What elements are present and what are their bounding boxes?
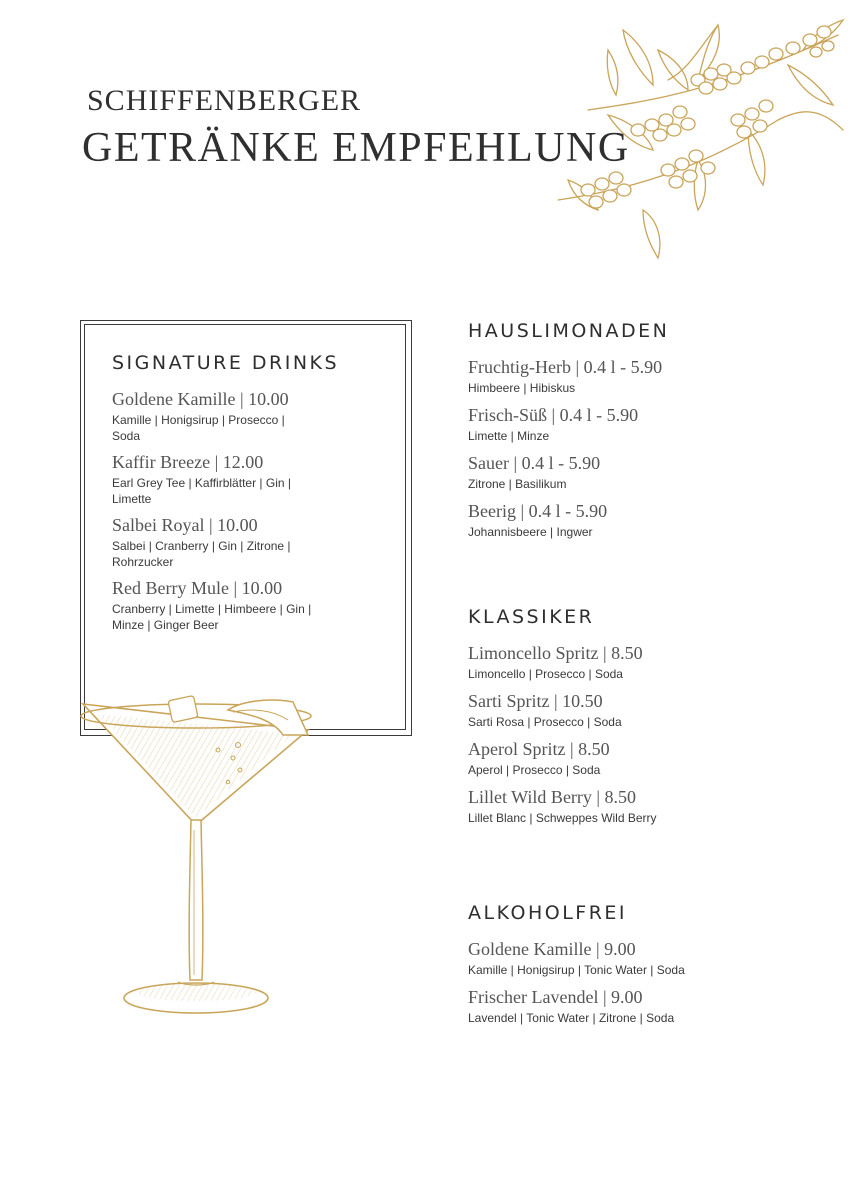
drink-ingredients: Cranberry | Limette | Himbeere | Gin | Minze | Ginger Beer [112, 602, 312, 632]
drink-name: Sauer | 0.4 l - 5.90 [468, 453, 601, 473]
drink-ingredients: Himbeere | Hibiskus [468, 381, 576, 395]
drink-name: Limoncello Spritz | 8.50 [468, 643, 643, 663]
list-item [468, 404, 662, 444]
drink-ingredients: Sarti Rosa | Prosecco | Soda [468, 715, 622, 729]
signature-drinks-list [112, 388, 312, 640]
drink-name: Frischer Lavendel | 9.00 [468, 987, 643, 1007]
list-item [112, 451, 312, 507]
list-item [468, 452, 662, 492]
menu-subtitle: SCHIFFENBERGER [87, 84, 362, 117]
hauslimonaden-heading: HAUSLIMONADEN [468, 320, 670, 342]
drink-name: Salbei Royal | 10.00 [112, 515, 258, 535]
drink-ingredients: Lavendel | Tonic Water | Zitrone | Soda [468, 1011, 675, 1025]
hauslimonaden-list [468, 356, 662, 548]
drink-name: Lillet Wild Berry | 8.50 [468, 787, 637, 807]
list-item [112, 514, 312, 570]
list-item [468, 786, 657, 826]
menu-title: GETRÄNKE EMPFEHLUNG [82, 125, 630, 171]
drink-name: Kaffir Breeze | 12.00 [112, 452, 264, 472]
drink-ingredients: Lillet Blanc | Schweppes Wild Berry [468, 811, 657, 825]
drink-ingredients: Aperol | Prosecco | Soda [468, 763, 601, 777]
klassiker-list [468, 642, 657, 834]
klassiker-heading: KLASSIKER [468, 606, 595, 628]
list-item [468, 690, 657, 730]
list-item [468, 642, 657, 682]
drink-ingredients: Zitrone | Basilikum [468, 477, 567, 491]
alkoholfrei-heading: ALKOHOLFREI [468, 902, 628, 924]
list-item [112, 388, 312, 444]
drink-name: Frisch-Süß | 0.4 l - 5.90 [468, 405, 639, 425]
berry-branch-illustration [548, 10, 848, 265]
drink-name: Fruchtig-Herb | 0.4 l - 5.90 [468, 357, 663, 377]
drink-ingredients: Kamille | Honigsirup | Prosecco | Soda [112, 413, 285, 443]
list-item [112, 577, 312, 633]
martini-glass-illustration [78, 690, 318, 1020]
drink-ingredients: Salbei | Cranberry | Gin | Zitrone | Rohrzucker [112, 539, 291, 569]
drink-ingredients: Kamille | Honigsirup | Tonic Water | Soda [468, 963, 685, 977]
drink-name: Goldene Kamille | 9.00 [468, 939, 636, 959]
alkoholfrei-list [468, 938, 685, 1034]
list-item [468, 356, 662, 396]
list-item [468, 938, 685, 978]
drink-ingredients: Limette | Minze [468, 429, 550, 443]
list-item [468, 986, 685, 1026]
drink-ingredients: Johannisbeere | Ingwer [468, 525, 593, 539]
drink-name: Red Berry Mule | 10.00 [112, 578, 283, 598]
signature-drinks-heading: SIGNATURE DRINKS [112, 352, 340, 374]
drink-name: Goldene Kamille | 10.00 [112, 389, 289, 409]
drink-name: Sarti Spritz | 10.50 [468, 691, 603, 711]
list-item [468, 738, 657, 778]
drink-ingredients: Earl Grey Tee | Kaffirblätter | Gin | Limette [112, 476, 291, 506]
drink-name: Aperol Spritz | 8.50 [468, 739, 610, 759]
drink-ingredients: Limoncello | Prosecco | Soda [468, 667, 623, 681]
drink-name: Beerig | 0.4 l - 5.90 [468, 501, 608, 521]
list-item [468, 500, 662, 540]
